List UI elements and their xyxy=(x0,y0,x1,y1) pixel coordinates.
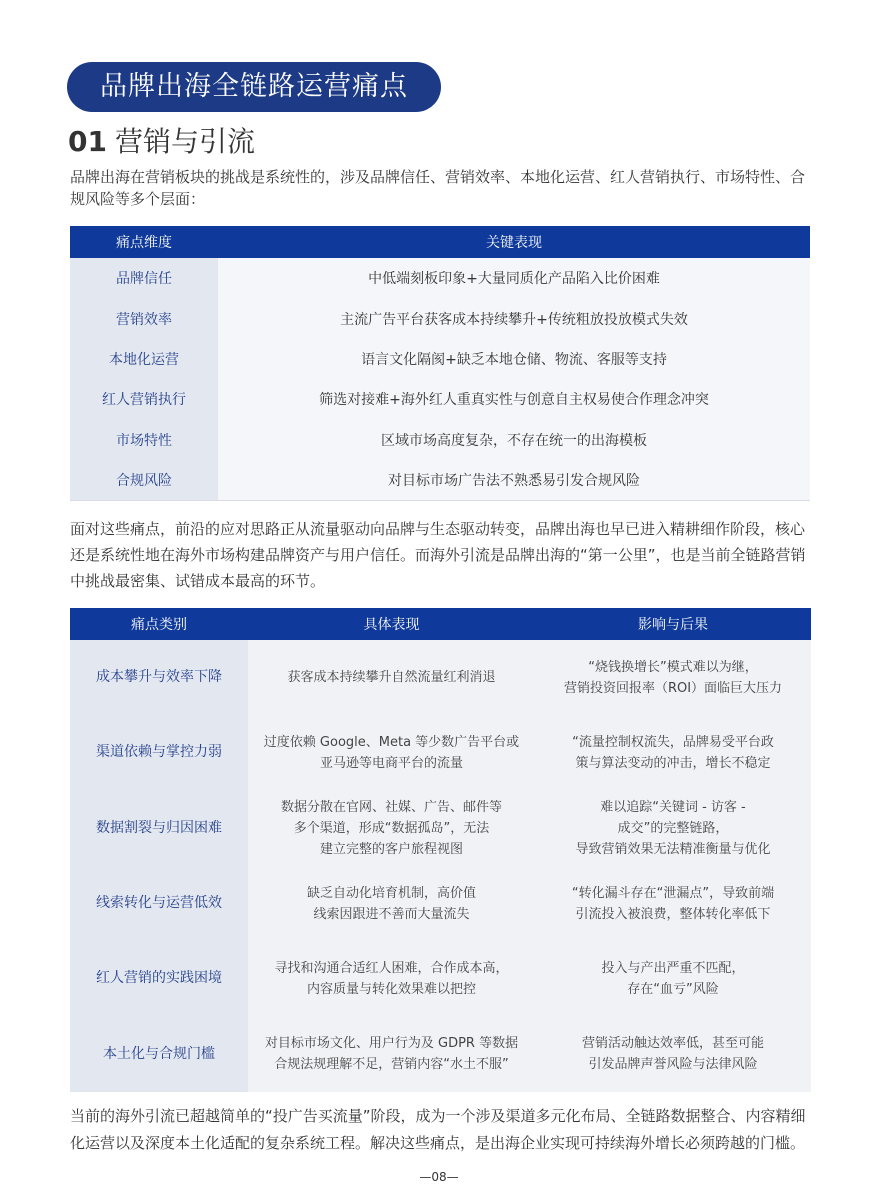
section-heading xyxy=(68,120,255,160)
header-dimension: 痛点维度 xyxy=(116,235,172,251)
section-number: 01 xyxy=(68,125,107,158)
category-cell: 线索转化与运营低效 xyxy=(70,866,248,941)
category-cell: 渠道依赖与掌控力弱 xyxy=(70,715,248,790)
table-row xyxy=(70,715,811,790)
page-number: —08— xyxy=(419,1170,459,1184)
table-header xyxy=(70,226,810,258)
table-row xyxy=(70,298,810,338)
closing-paragraph: 当前的海外引流已超越简单的“投广告买流量”阶段，成为一个涉及渠道多元化布局、全链路数据整合、内容精细化运营以及深度本土化适配的复杂系统工程。解决这些痛点，是出海企业实现可持续海外增长必须跨越的门槛。 xyxy=(70,1107,806,1152)
dimension-cell: 合规风险 xyxy=(70,460,218,500)
category-cell: 红人营销的实践困境 xyxy=(70,941,248,1016)
pain-category-table xyxy=(70,608,811,1092)
dimension-cell: 本地化运营 xyxy=(70,339,218,379)
detail-cell: 寻找和沟通合适红人困难，合作成本高， 内容质量与转化效果难以把控 xyxy=(274,960,509,997)
dimension-cell: 市场特性 xyxy=(70,420,218,460)
pain-dimension-table xyxy=(70,226,810,501)
description-cell: 中低端刻板印象+大量同质化产品陷入比价困难 xyxy=(218,258,810,298)
description-cell: 对目标市场广告法不熟悉易引发合规风险 xyxy=(218,460,810,500)
middle-paragraph: 面对这些痛点，前沿的应对思路正从流量驱动向品牌与生态驱动转变，品牌出海也早已进入精耕细作阶段，核心还是系统性地在海外市场构建品牌资产与用户信任。而海外引流是品牌出海的“第一公里”，也是当前全链路营销中挑战最密集、试错成本最高的环节。 xyxy=(70,520,806,590)
table-header xyxy=(70,608,811,640)
description-cell: 筛选对接难+海外红人重真实性与创意自主权易使合作理念冲突 xyxy=(218,379,810,419)
table-row xyxy=(70,1016,811,1091)
category-cell: 成本攀升与效率下降 xyxy=(70,640,248,715)
header-impact: 影响与后果 xyxy=(638,617,708,633)
table-row xyxy=(70,640,811,715)
impact-cell: 投入与产出严重不匹配， 存在“血亏”风险 xyxy=(601,960,745,997)
table-row xyxy=(70,258,810,298)
table-row xyxy=(70,379,810,419)
impact-cell: “转化漏斗存在“泄漏点”，导致前端 引流投入被浪费，整体转化率低下 xyxy=(571,885,775,922)
description-cell: 语言文化隔阂+缺乏本地仓储、物流、客服等支持 xyxy=(218,339,810,379)
table-row xyxy=(70,460,810,500)
header-category: 痛点类别 xyxy=(131,617,187,633)
table-row xyxy=(70,941,811,1016)
impact-cell: 难以追踪“关键词 - 访客 - 成交”的完整链路， 导致营销效果无法精准衡量与优化 xyxy=(575,799,771,857)
table-row xyxy=(70,339,810,379)
category-cell: 本土化与合规门槛 xyxy=(70,1016,248,1091)
impact-cell: 营销活动触达效率低，甚至可能 引发品牌声誉风险与法律风险 xyxy=(581,1036,764,1073)
header-key-performance: 关键表现 xyxy=(486,235,542,251)
table-row xyxy=(70,866,811,941)
detail-cell: 过度依赖 Google、Meta 等少数广告平台或 亚马逊等电商平台的流量 xyxy=(263,734,520,771)
dimension-cell: 营销效率 xyxy=(70,298,218,338)
dimension-cell: 红人营销执行 xyxy=(70,379,218,419)
table-row xyxy=(70,420,810,460)
intro-paragraph: 品牌出海在营销板块的挑战是系统性的，涉及品牌信任、营销效率、本地化运营、红人营销执行、市场特性、合规风险等多个层面： xyxy=(70,168,806,208)
detail-cell: 数据分散在官网、社媒、广告、邮件等 多个渠道，形成“数据孤岛”，无法 建立完整的客户旅程视图 xyxy=(280,799,502,857)
impact-cell: “流量控制权流失，品牌易受平台政 策与算法变动的冲击，增长不稳定 xyxy=(572,734,774,771)
header-detail: 具体表现 xyxy=(363,617,420,633)
detail-cell: 获客成本持续攀升自然流量红利消退 xyxy=(287,670,496,686)
dimension-cell: 品牌信任 xyxy=(70,258,218,298)
description-cell: 区域市场高度复杂，不存在统一的出海模板 xyxy=(218,420,810,460)
category-cell: 数据割裂与归因困难 xyxy=(70,791,248,866)
page-banner-title: 品牌出海全链路运营痛点 xyxy=(67,62,441,112)
detail-cell: 对目标市场文化、用户行为及 GDPR 等数据 合规法规理解不足，营销内容“水土不服” xyxy=(264,1036,519,1073)
impact-cell: “烧钱换增长”模式难以为继， 营销投资回报率（ROI）面临巨大压力 xyxy=(563,659,783,696)
section-title: 营销与引流 xyxy=(114,125,255,158)
table-row xyxy=(70,791,811,866)
description-cell: 主流广告平台获客成本持续攀升+传统粗放投放模式失效 xyxy=(218,298,810,338)
detail-cell: 缺乏自动化培育机制，高价值 线索因跟进不善而大量流失 xyxy=(306,885,476,922)
